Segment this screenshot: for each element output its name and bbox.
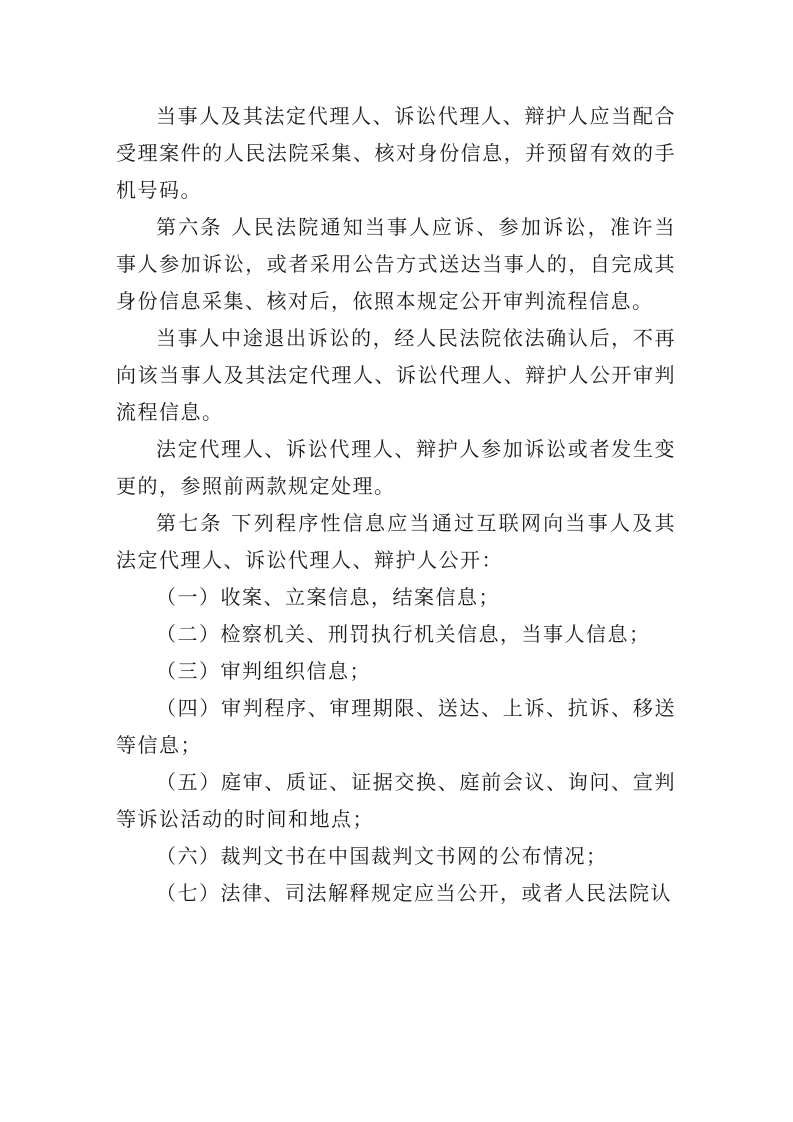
paragraph-withdrawal: 当事人中途退出诉讼的，经人民法院依法确认后，不再向该当事人及其法定代理人、诉讼代理人、辩护人公开审判流程信息。 [116, 326, 676, 424]
list-item-6: （六）裁判文书在中国裁判文书网的公布情况； [156, 844, 608, 868]
list-item-3: （三）审判组织信息； [156, 659, 371, 683]
paragraph-identity-info: 当事人及其法定代理人、诉讼代理人、辩护人应当配合受理案件的人民法院采集、核对身份信息，并预留有效的手机号码。 [116, 104, 676, 202]
document-body [116, 98, 676, 912]
list-item-4: （四）审判程序、审理期限、送达、上诉、抗诉、移送等信息； [116, 696, 676, 757]
paragraph-agent-change: 法定代理人、诉讼代理人、辩护人参加诉讼或者发生变更的，参照前两款规定处理。 [116, 437, 676, 498]
list-item-2: （二）检察机关、刑罚执行机关信息，当事人信息； [156, 622, 651, 646]
paragraph-article-6: 第六条 人民法院通知当事人应诉、参加诉讼，准许当事人参加诉讼，或者采用公告方式送达当事人的，自完成其身份信息采集、核对后，依照本规定公开审判流程信息。 [116, 215, 676, 313]
list-item-5: （五）庭审、质证、证据交换、庭前会议、询问、宣判等诉讼活动的时间和地点； [116, 770, 676, 831]
list-item-1: （一）收案、立案信息，结案信息； [156, 585, 500, 609]
paragraph-article-7: 第七条 下列程序性信息应当通过互联网向当事人及其法定代理人、诉讼代理人、辩护人公开： [116, 511, 676, 572]
list-item-7: （七）法律、司法解释规定应当公开，或者人民法院认 [156, 881, 672, 905]
